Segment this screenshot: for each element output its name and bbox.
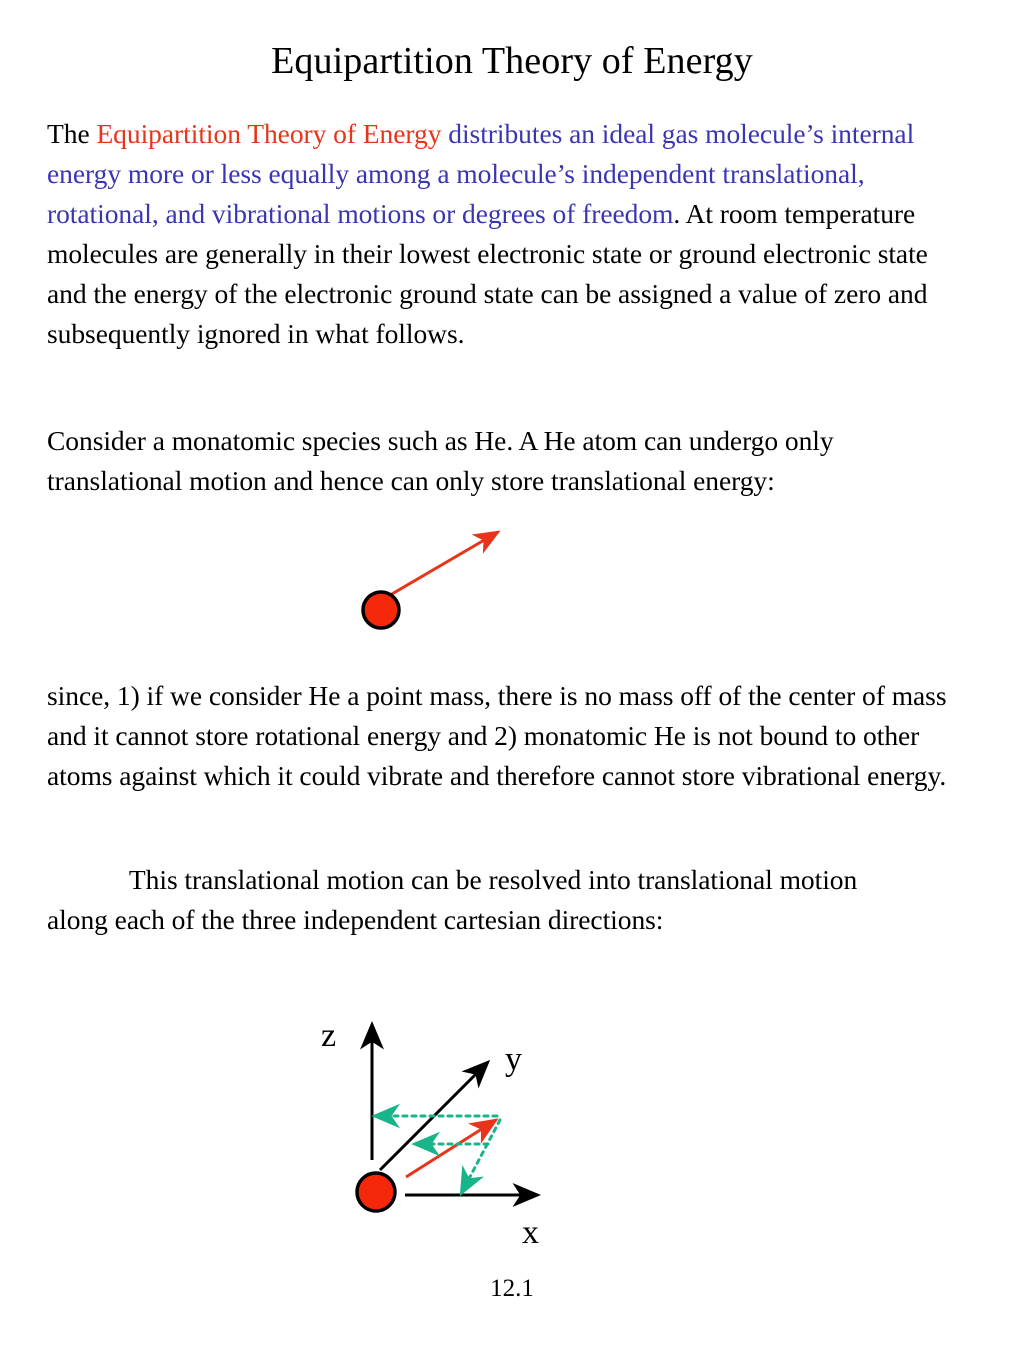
- paragraph-resolve-into-components: This translational motion can be resolved into translational motion along each of the three independent cartesian directions:: [47, 864, 858, 935]
- page-number: 12.1: [490, 1275, 534, 1302]
- paragraph-1-segment-blue-definition: distributes an ideal gas molecule’s internal energy more or less equally among a molecule’s independent translational, rotational, and vibrational motions or degrees of freedom: [47, 118, 915, 229]
- figure-cartesian-components: [300, 1000, 600, 1265]
- paragraph-definition: [47, 114, 959, 354]
- paragraph-1-segment-black-tail: . At room temperature molecules are generally in their lowest electronic state or ground electronic state and the energy of the electronic ground state can be assigned a value of zero and subsequently ignored in what follows.: [47, 198, 928, 349]
- paragraph-no-rotation-no-vibration: since, 1) if we consider He a point mass, there is no mass off of the center of mass and it cannot store rotational energy and 2) monatomic He is not bound to other atoms against which it could vibrate and therefore cannot store vibrational energy.: [47, 680, 947, 791]
- x-axis-label: x: [522, 1214, 539, 1251]
- z-axis-label: z: [321, 1017, 337, 1054]
- paragraph-monatomic-helium: Consider a monatomic species such as He. A He atom can undergo only translational motion and hence can only store translational energy:: [47, 425, 834, 496]
- helium-atom: [363, 592, 399, 628]
- paragraph-1-segment-black-lead: The: [47, 118, 97, 149]
- y-axis-label: y: [505, 1041, 522, 1078]
- figure-translational-motion: [330, 505, 550, 650]
- paragraph-1-segment-red-term: Equipartition Theory of Energy: [96, 118, 442, 149]
- page-title: Equipartition Theory of Energy: [271, 40, 753, 82]
- helium-atom: [357, 1173, 395, 1211]
